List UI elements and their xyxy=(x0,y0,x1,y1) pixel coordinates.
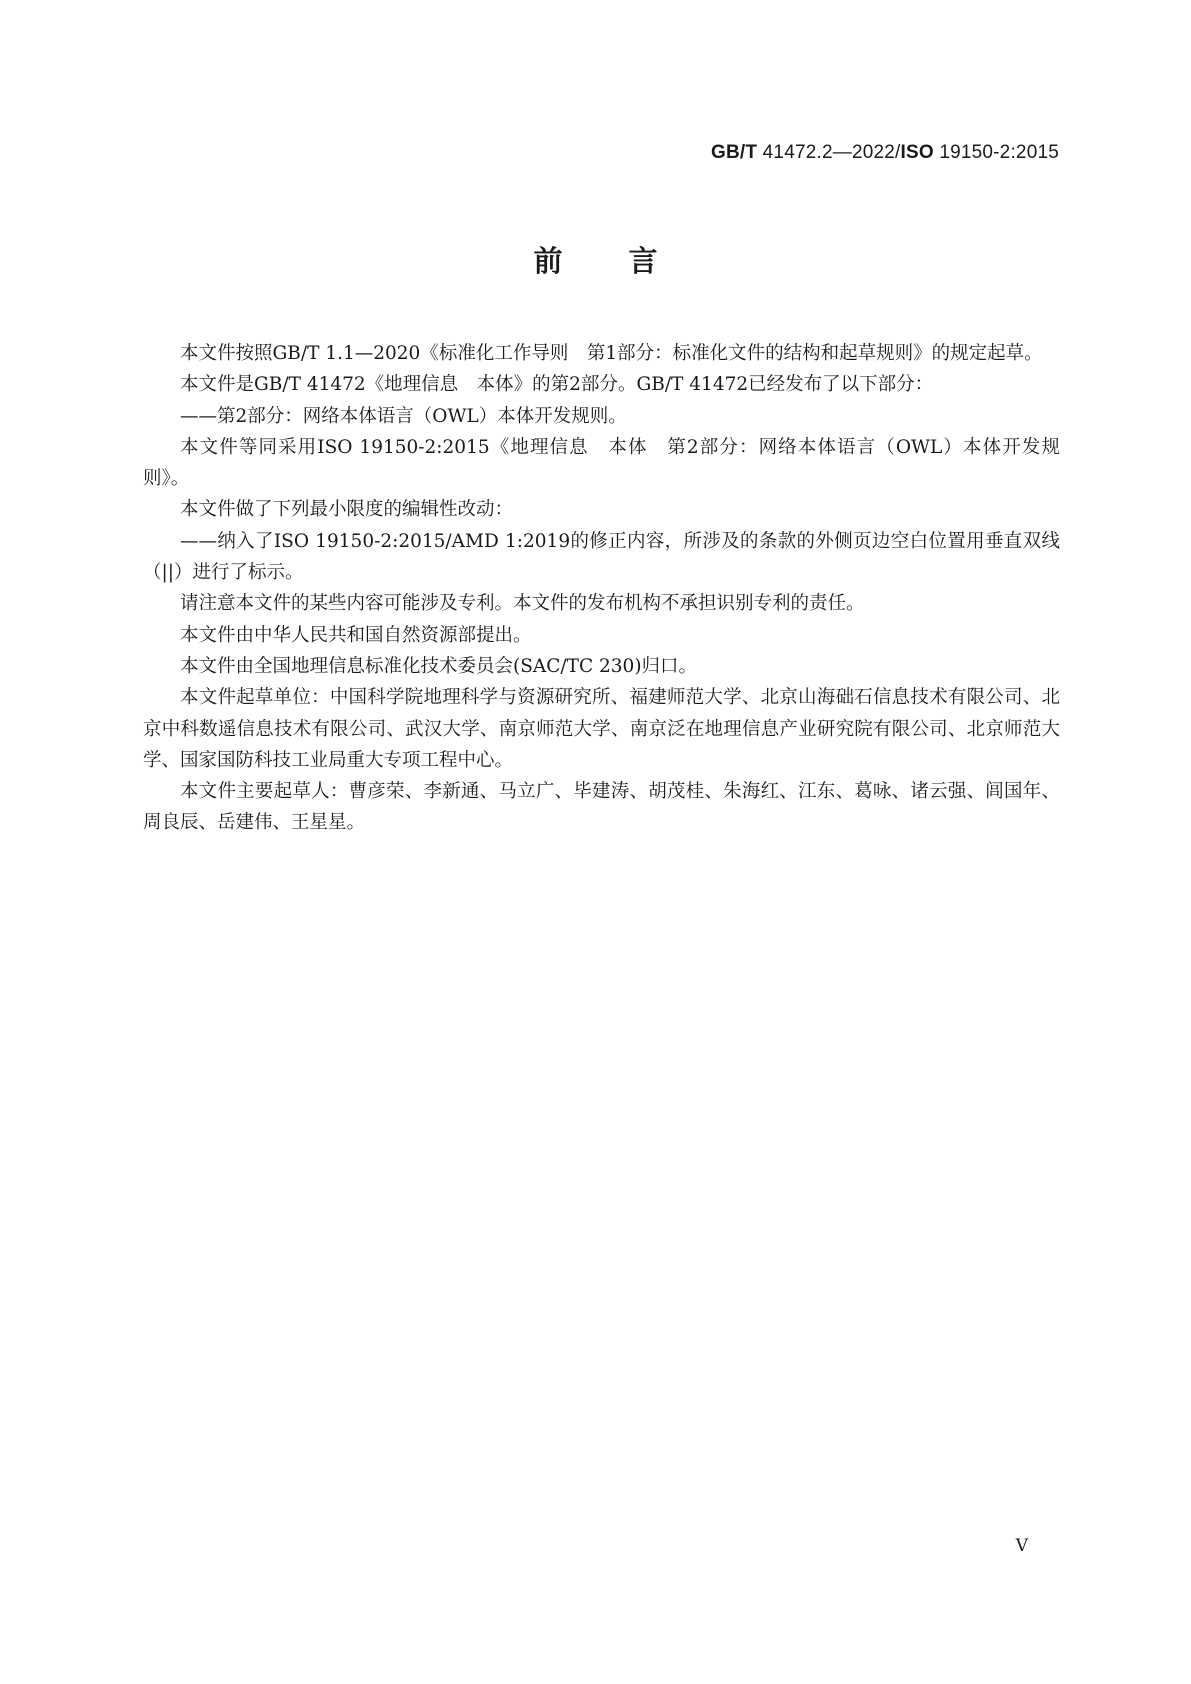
paragraph-patent-notice: 请注意本文件的某些内容可能涉及专利。本文件的发布机构不承担识别专利的责任。 xyxy=(180,593,865,615)
paragraph-part-of-series: 本文件是GB/T 41472《地理信息 本体》的第2部分。GB/T 41472已经发布了以下部分： xyxy=(180,374,934,396)
std-number-iso: 19150-2:2015 xyxy=(933,142,1059,163)
paragraph-drafters: 本文件主要起草人：曹彦荣、李新通、马立广、毕建涛、胡茂桂、朱海红、江东、葛咏、诸云强、闾国年、周良辰、岳建伟、王星星。 xyxy=(143,781,1060,834)
std-number-gbt: 41472.2—2022/ xyxy=(757,142,901,163)
paragraph-drafting-organizations: 本文件起草单位：中国科学院地理科学与资源研究所、福建师范大学、北京山海础石信息技术有限公司、北京中科数遥信息技术有限公司、武汉大学、南京师范大学、南京泛在地理信息产业研究院有限公司、北京师范大学、国家国防科技工业局重大专项工程中心。 xyxy=(143,687,1060,771)
paragraph-under-jurisdiction: 本文件由全国地理信息标准化技术委员会(SAC/TC 230)归口。 xyxy=(180,655,698,677)
paragraph-amendment: ——纳入了ISO 19150-2:2015/AMD 1:2019的修正内容，所涉及的条款的外侧页边空白位置用垂直双线（||）进行了标示。 xyxy=(143,530,1060,584)
paragraph-identical-adoption: 本文件等同采用ISO 19150-2:2015《地理信息 本体 第2部分：网络本体语言（OWL）本体开发规则》。 xyxy=(143,436,1060,490)
paragraph-proposed-by: 本文件由中华人民共和国自然资源部提出。 xyxy=(180,624,532,646)
preface-body xyxy=(143,338,1060,839)
paragraph-drafting-rules: 本文件按照GB/T 1.1—2020《标准化工作导则 第1部分：标准化文件的结构和起草规则》的规定起草。 xyxy=(180,343,1043,364)
std-prefix-gbt: GB/T xyxy=(711,142,758,163)
page-number: V xyxy=(1015,1536,1028,1556)
paragraph-editorial-changes: 本文件做了下列最小限度的编辑性改动： xyxy=(180,499,514,521)
standard-number xyxy=(711,141,1059,165)
std-prefix-iso: ISO xyxy=(900,142,934,163)
page-title: 前言 xyxy=(533,244,724,278)
paragraph-published-part: ——第2部分：网络本体语言（OWL）本体开发规则。 xyxy=(180,405,627,427)
